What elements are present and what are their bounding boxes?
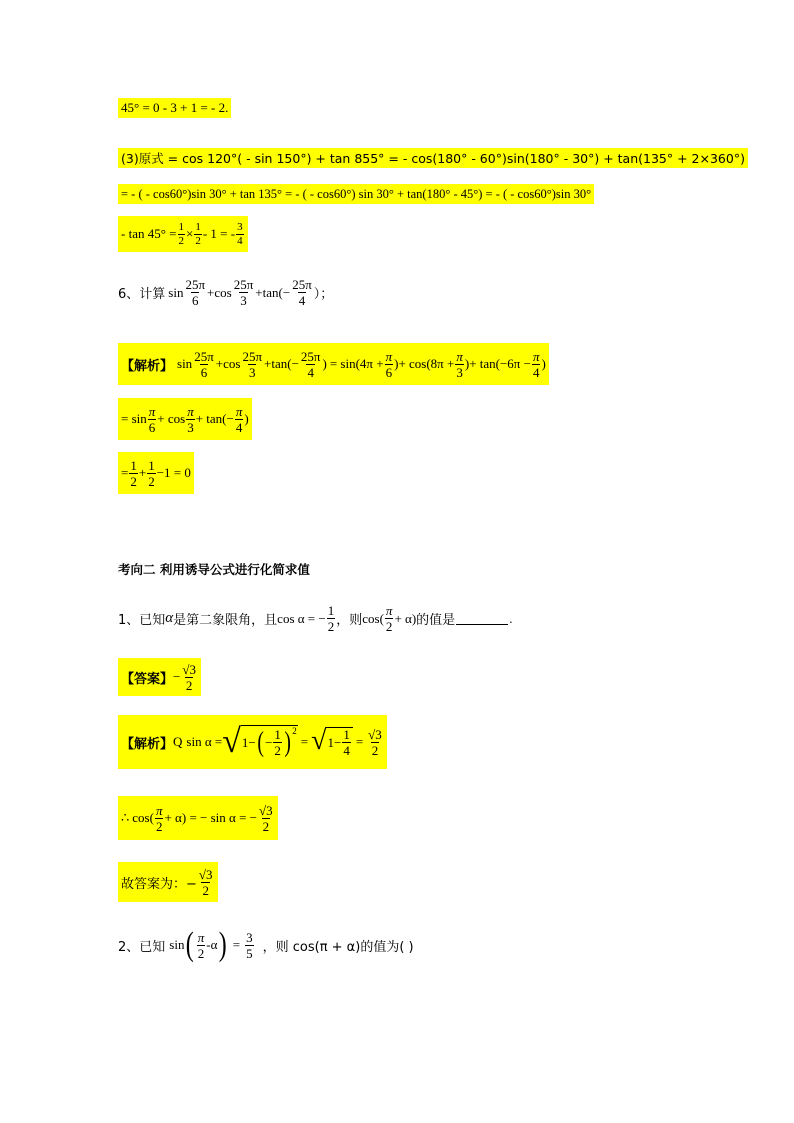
prev-line-1 <box>118 98 231 118</box>
answer-1: 【答案】 − $\frac{√3}{2}$ <box>118 658 201 696</box>
q6-solution-line-3: = $\frac{1}{2}$ + $\frac{1}{2}$ −1 = 0 <box>118 452 194 494</box>
question-6-label: 6、计算 <box>118 287 166 302</box>
answer-blank <box>456 612 508 625</box>
fraction: $\frac{25\pi}{4}$ <box>300 348 321 380</box>
question-2: 2、已知 sin ( $\frac{\pi}{2}$ -α ) = $\frac{3}{5}$ ，则 cos(π + α)的值为( ) <box>118 926 414 963</box>
fraction: $\frac{25\pi}{3}$ <box>233 277 254 308</box>
fraction: $\frac{1}{2}$ <box>148 457 155 489</box>
fraction: $\frac{1}{2}$ <box>130 457 137 489</box>
fraction: $\frac{√3}{2}$ <box>198 866 213 898</box>
fraction: $\frac{\pi}{4}$ <box>235 403 243 435</box>
prev-line-3-text: = - ( - cos60°)sin 30° + tan 135° = - ( - cos60°) sin 30° + tan(180° - 45°) = - ( - cos60°)sin 30° <box>118 184 594 204</box>
prev-line-3 <box>118 184 594 204</box>
sqrt-expression: √ 1− $\frac{1}{4}$ <box>311 727 353 757</box>
solution-tag: 【解析】 <box>121 358 174 374</box>
fraction: $\frac{1}{4}$ <box>343 727 350 758</box>
answer-tag: 【答案】 <box>121 671 174 687</box>
solution-tag: 【解析】 <box>121 736 174 752</box>
fraction: $\frac{\pi}{2}$ <box>385 603 393 634</box>
fraction: $\frac{3}{5}$ <box>246 929 253 961</box>
fraction: $\frac{1}{2}$ <box>178 220 184 247</box>
fraction: $\frac{\pi}{6}$ <box>385 348 393 380</box>
fraction: $\frac{25\pi}{3}$ <box>242 348 263 380</box>
question-6: 6、计算 sin $\frac{25\pi}{6}$ + cos $\frac{25\pi}{3}$ + tan(− $\frac{25\pi}{4}$ ）； <box>118 277 334 308</box>
fraction: $\frac{3}{4}$ <box>237 220 243 247</box>
fraction: $\frac{1}{2}$ <box>195 220 201 247</box>
solution-1-line-2: ∴ cos( $\frac{\pi}{2}$ + α) = − sin α = − $\frac{√3}{2}$ <box>118 796 278 840</box>
fraction: $\frac{\pi}{2}$ <box>155 802 163 834</box>
question-2-label: 2、已知 <box>118 939 166 955</box>
final-answer-text: 故答案为：− <box>121 876 197 892</box>
fraction: $\frac{\pi}{2}$ <box>197 929 205 961</box>
q6-solution-line-1: 【解析】 sin $\frac{25\pi}{6}$ + cos $\frac{25\pi}{3}$ + tan(− $\frac{25\pi}{4}$ ) = sin(4π + $\frac{\pi}{6}$ ) + cos(8π + $\frac{\pi}{3}$ ) + tan(−6π − $\frac{\pi}{4}$ ) <box>118 343 549 385</box>
fraction: $\frac{√3}{2}$ <box>259 802 273 834</box>
fraction: $\frac{25\pi}{4}$ <box>292 277 312 308</box>
q6-solution-line-2: = sin $\frac{\pi}{6}$ + cos $\frac{\pi}{3}$ + tan(− $\frac{\pi}{4}$ ) <box>118 398 252 440</box>
prev-line-2 <box>118 148 748 168</box>
fraction: $\frac{√3}{2}$ <box>368 726 382 758</box>
fraction: $\frac{25\pi}{6}$ <box>194 348 214 380</box>
fraction: $\frac{√3}{2}$ <box>182 661 196 693</box>
fraction: $\frac{25\pi}{6}$ <box>185 277 206 308</box>
question-1-label: 1、已知 <box>118 613 166 628</box>
prev-line-4: - tan 45° = $\frac{1}{2}$ × $\frac{1}{2}$ - 1 = - $\frac{3}{4}$ <box>118 216 248 252</box>
solution-1-line-3 <box>118 862 218 902</box>
prev-line-4-prefix: - tan 45° = <box>121 226 177 241</box>
fraction: $\frac{\pi}{3}$ <box>456 348 463 380</box>
fraction: $\frac{\pi}{4}$ <box>532 348 540 380</box>
section-title: 考向二 利用诱导公式进行化简求值 <box>118 562 310 577</box>
fraction: $\frac{\pi}{6}$ <box>148 403 156 435</box>
question-1: 1、已知 α 是第二象限角，且 cos α = − $\frac{1}{2}$ ，则 cos( $\frac{\pi}{2}$ + α) 的值是 . <box>118 603 513 634</box>
prev-line-1-text: 45° = 0 - 3 + 1 = - 2. <box>118 98 231 118</box>
fraction: $\frac{\pi}{3}$ <box>187 403 194 435</box>
solution-1-line-1: 【解析】 Q sin α = √ 1− ( − $\frac{1}{2}$ ) $^2$ = √ 1− $\frac{1}{4}$ = $\frac{√3}{2}$ <box>118 715 387 769</box>
sqrt-expression: √ 1− ( − $\frac{1}{2}$ ) $^2$ <box>222 723 297 760</box>
prev-line-2-text: (3)原式 = cos 120°( - sin 150°) + tan 855° = - cos(180° - 60°)sin(180° - 30°) + tan(135° + 2×360°) <box>118 148 748 168</box>
fraction: $\frac{1}{2}$ <box>274 727 281 758</box>
fraction: $\frac{1}{2}$ <box>327 603 335 634</box>
